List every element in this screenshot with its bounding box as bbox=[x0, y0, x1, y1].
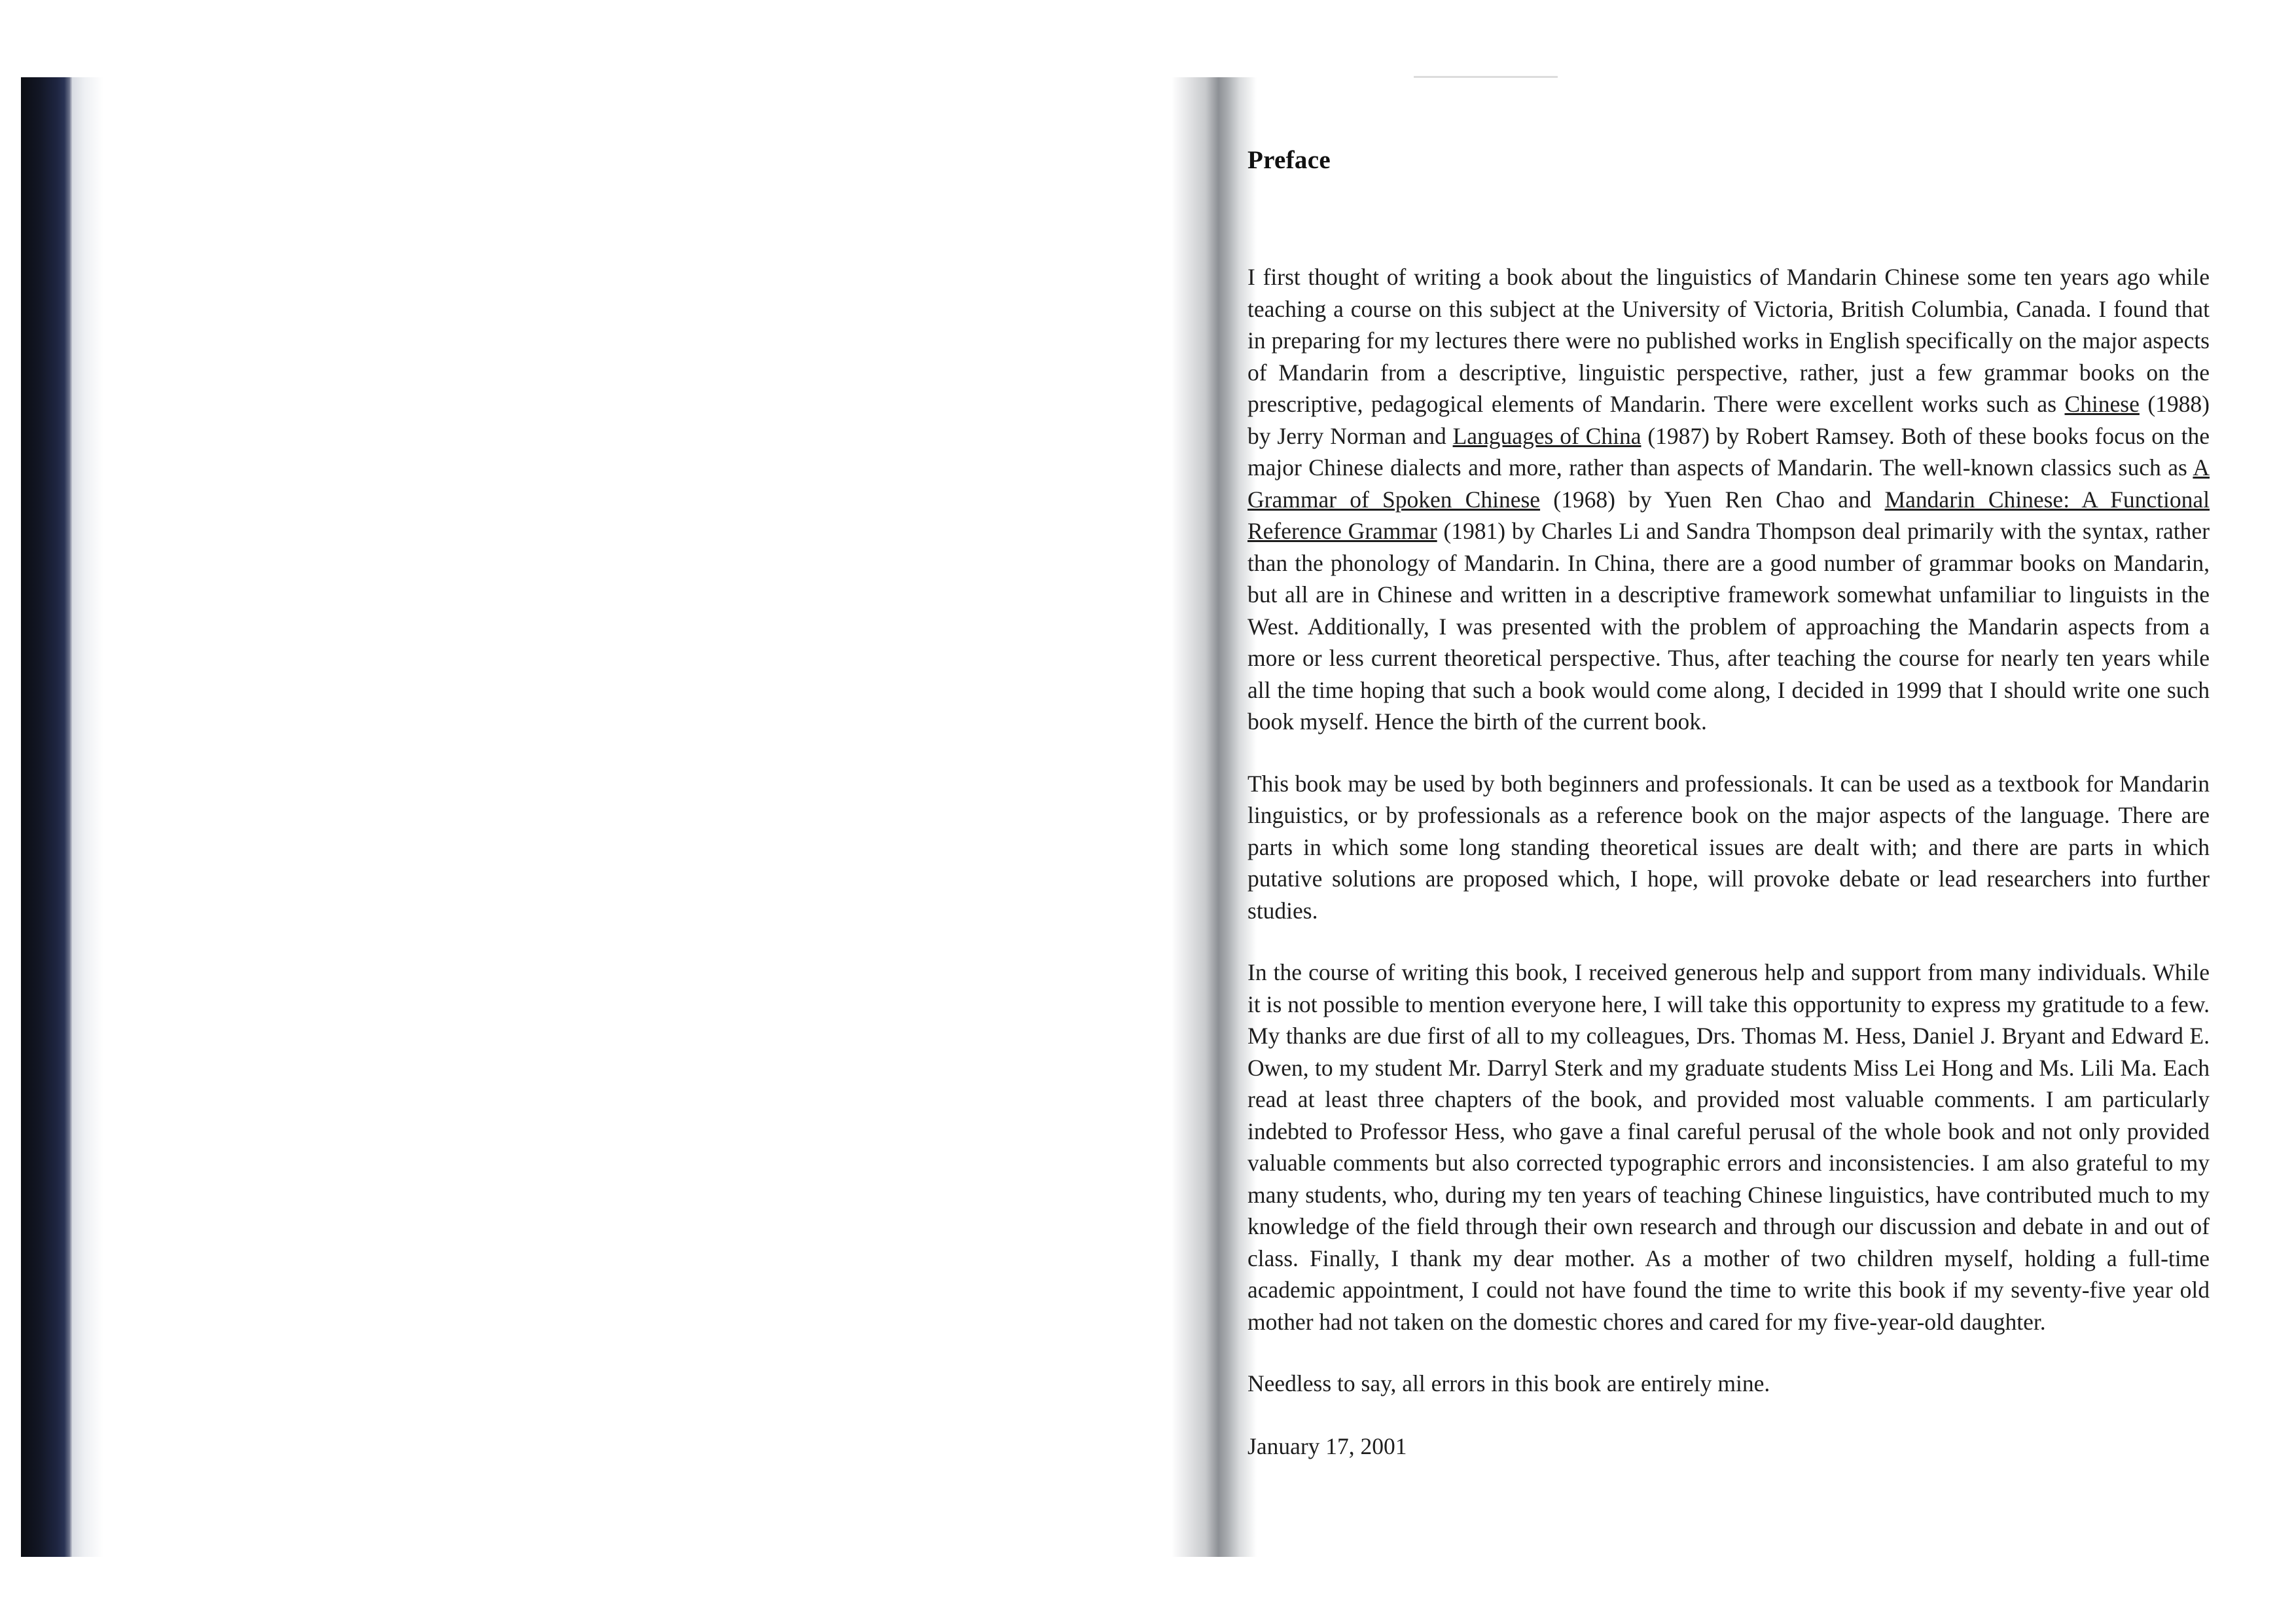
date-line: January 17, 2001 bbox=[1247, 1433, 1407, 1459]
paragraph-1 bbox=[1247, 261, 2210, 738]
p1-text-2: (1988) by Jerry Norman and bbox=[1247, 391, 2210, 449]
book-title-mandarin-reference-grammar: Mandarin Chinese: A Functional Reference Grammar bbox=[1247, 486, 2210, 544]
left-page-blank bbox=[103, 77, 1177, 1557]
page-title: Preface bbox=[1247, 146, 1331, 174]
page-edge-shadow bbox=[72, 77, 103, 1557]
book-title-grammar-spoken-chinese: A Grammar of Spoken Chinese bbox=[1247, 454, 2210, 513]
p1-text-5: (1981) by Charles Li and Sandra Thompson deal primarily with the syntax, rather than the phonology of Mandarin. In China, there are a good number of grammar books on Mandarin, but all are in Chinese and written in a descriptive framework somewhat unfamiliar to linguists in the West. Additionally, I was presented with the problem of approaching the Mandarin aspects from a more or less current theoretical perspective. Thus, after teaching the course for nearly ten years while all the time hoping that such a book would come along, I decided in 1999 that I should write one such book myself. Hence the birth of the current book. bbox=[1247, 518, 2210, 735]
book-title-languages-of-china: Languages of China bbox=[1452, 422, 1641, 449]
paragraph-2: This book may be used by both beginners and professionals. It can be used as a textbook for Mandarin linguistics, or by professionals as a reference book on the major aspects of the language. There are parts in which some long standing theoretical issues are dealt with; and there are parts in which putative solutions are proposed which, I hope, will provoke debate or lead researchers into further studies. bbox=[1247, 770, 2210, 924]
closing-line: Needless to say, all errors in this book are entirely mine. bbox=[1247, 1370, 1770, 1396]
p1-text-4: (1968) by Yuen Ren Chao and bbox=[1540, 486, 1885, 513]
preface-content bbox=[1247, 145, 2210, 1462]
p1-text-3: (1987) by Robert Ramsey. Both of these books focus on the major Chinese dialects and more, rather than aspects of Mandarin. The well-known classics such as bbox=[1247, 422, 2210, 481]
book-spine bbox=[21, 77, 72, 1557]
p1-text-1: I first thought of writing a book about the linguistics of Mandarin Chinese some ten years ago while teaching a course on this subject at the University of Victoria, British Columbia, Canada. I found that in preparing for my lectures there were no published works in English specifically on the major aspects of Mandarin from a descriptive, linguistic perspective, rather, just a few grammar books on the prescriptive, pedagogical elements of Mandarin. There were excellent works such as bbox=[1247, 264, 2210, 417]
paragraph-3: In the course of writing this book, I received generous help and support from many individuals. While it is not possible to mention everyone here, I will take this opportunity to express my gratitude to a few. My thanks are due first of all to my colleagues, Drs. Thomas M. Hess, Daniel J. Bryant and Edward E. Owen, to my student Mr. Darryl Sterk and my graduate students Miss Lei Hong and Ms. Lili Ma. Each read at least three chapters of the book, and provided most valuable comments. I am particularly indebted to Professor Hess, who gave a final careful perusal of the whole book and not only provided valuable comments but also corrected typographic errors and inconsistencies. I am also grateful to my many students, who, during my ten years of teaching Chinese linguistics, have contributed much to my knowledge of the field through their own research and through our discussion and debate in and out of class. Finally, I thank my dear mother. As a mother of two children myself, holding a full-time academic appointment, I could not have found the time to write this book if my seventy-five year old mother had not taken on the domestic chores and cared for my five-year-old daughter. bbox=[1247, 959, 2210, 1335]
book-title-chinese: Chinese bbox=[2064, 391, 2140, 417]
